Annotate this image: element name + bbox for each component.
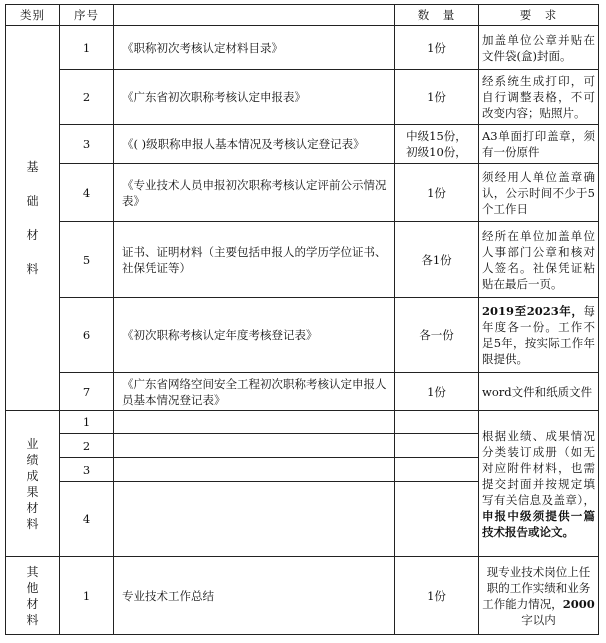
- category-char: 业: [26, 436, 39, 451]
- row-index: 3: [60, 458, 114, 482]
- materials-table: [5, 4, 599, 635]
- row-index: 1: [60, 557, 114, 635]
- category-char: 础: [26, 194, 39, 208]
- category-other: [6, 557, 60, 635]
- requirement-bold: 2019至2023年，: [482, 304, 584, 318]
- table-row: [6, 557, 599, 635]
- row-index: 3: [60, 125, 114, 164]
- header-name: [114, 5, 395, 26]
- row-requirement: 加盖单位公章并贴在文件袋(盒)封面。: [479, 26, 599, 70]
- row-name: 《职称初次考核认定材料目录》: [114, 26, 395, 70]
- requirement-bold: 申报中级须提供一篇技术报告或论文。: [482, 508, 595, 539]
- row-quantity: 1份: [395, 557, 479, 635]
- row-name: 证书、证明材料（主要包括申报人的学历学位证书、社保凭证等）: [114, 222, 395, 298]
- category-char: 材: [26, 500, 39, 515]
- category-char: 绩: [26, 452, 39, 467]
- row-name: [114, 458, 395, 482]
- header-quantity: 数 量: [395, 5, 479, 26]
- row-index: 2: [60, 434, 114, 458]
- row-name: [114, 482, 395, 557]
- row-quantity: 1份: [395, 373, 479, 411]
- row-requirement: 须经用人单位盖章确认，公示时间不少于5个工作日: [479, 164, 599, 222]
- row-index: 5: [60, 222, 114, 298]
- row-name: 专业技术工作总结: [114, 557, 395, 635]
- category-achievements: [6, 411, 60, 557]
- row-name: 《广东省初次职称考核认定申报表》: [114, 70, 395, 125]
- row-quantity: 各一份: [395, 298, 479, 373]
- table-row: [6, 411, 599, 434]
- requirement-bold: 2000: [562, 596, 595, 611]
- quantity-line: 初级10份，: [406, 145, 467, 159]
- row-name: 《专业技术人员申报初次职称考核认定评前公示情况表》: [114, 164, 395, 222]
- table-row: [6, 26, 599, 70]
- row-requirement: 经所在单位加盖单位人事部门公章和核对人签名。社保凭证粘贴在最后一页。: [479, 222, 599, 298]
- requirement-text: 每年度各一份。工作不足5年，按实际工作年限提供。: [482, 304, 595, 366]
- row-name: 《( )级职称申报人基本情况及考核认定登记表》: [114, 125, 395, 164]
- row-quantity: [395, 434, 479, 458]
- category-char: 料: [26, 262, 39, 276]
- table-row: [6, 222, 599, 298]
- row-index: 1: [60, 26, 114, 70]
- row-index: 7: [60, 373, 114, 411]
- row-requirement: A3单面打印盖章，须有一份原件: [479, 125, 599, 164]
- row-index: 6: [60, 298, 114, 373]
- row-quantity: 各1份: [395, 222, 479, 298]
- row-name: [114, 411, 395, 434]
- header-requirement: 要 求: [479, 5, 599, 26]
- header-index: 序号: [60, 5, 114, 26]
- category-char: 基: [26, 160, 39, 174]
- category-char: 其: [26, 564, 39, 579]
- row-requirement: word文件和纸质文件: [479, 373, 599, 411]
- achievement-requirement: [479, 411, 599, 557]
- category-char: 材: [26, 596, 39, 611]
- quantity-line: 中级15份，: [406, 129, 467, 143]
- row-quantity: [395, 125, 479, 164]
- row-name: 《初次职称考核认定年度考核登记表》: [114, 298, 395, 373]
- row-name: 《广东省网络空间安全工程初次职称考核认定申报人员基本情况登记表》: [114, 373, 395, 411]
- row-index: 4: [60, 482, 114, 557]
- row-index: 4: [60, 164, 114, 222]
- table-row: [6, 298, 599, 373]
- table-row: [6, 164, 599, 222]
- requirement-text: 根据业绩、成果情况分类装订成册（如无对应附件材料，也需提交封面并按规定填写有关信息及盖章），: [482, 428, 595, 507]
- category-char: 料: [26, 612, 39, 627]
- row-quantity: 1份: [395, 70, 479, 125]
- requirement-text: 现专业技术岗位上任职的工作实绩和业务工作能力情况，: [482, 564, 591, 611]
- header-row: [6, 5, 599, 26]
- row-requirement: [479, 298, 599, 373]
- header-category: 类别: [6, 5, 60, 26]
- table-row: [6, 373, 599, 411]
- row-quantity: [395, 458, 479, 482]
- category-char: 成: [26, 468, 39, 483]
- row-quantity: 1份: [395, 26, 479, 70]
- row-requirement: 经系统生成打印，可自行调整表格，不可改变内容；贴照片。: [479, 70, 599, 125]
- row-quantity: [395, 482, 479, 557]
- requirement-text: 字以内: [521, 612, 556, 627]
- row-index: 2: [60, 70, 114, 125]
- row-index: 1: [60, 411, 114, 434]
- category-char: 料: [26, 516, 39, 531]
- category-char: 果: [26, 484, 39, 499]
- row-quantity: 1份: [395, 164, 479, 222]
- category-char: 他: [26, 580, 39, 595]
- category-char: 材: [26, 228, 39, 242]
- row-name: [114, 434, 395, 458]
- category-basic: [6, 26, 60, 411]
- row-quantity: [395, 411, 479, 434]
- row-requirement: [479, 557, 599, 635]
- table-row: [6, 125, 599, 164]
- table-row: [6, 70, 599, 125]
